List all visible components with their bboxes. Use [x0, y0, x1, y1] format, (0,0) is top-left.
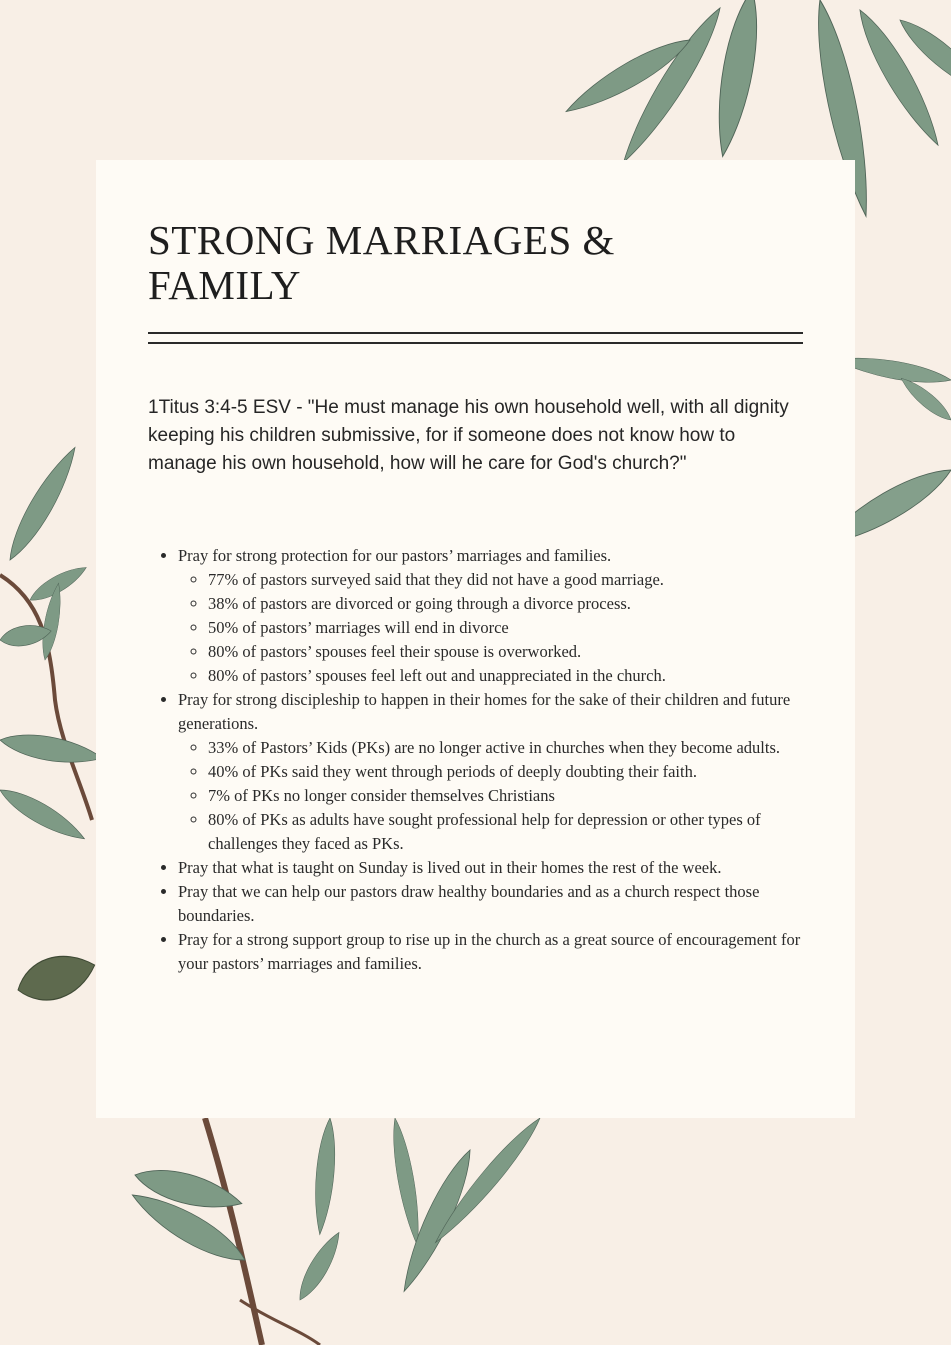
title-line-2: FAMILY: [148, 262, 302, 308]
list-item-text: Pray for strong discipleship to happen in their homes for the sake of their children and future generations.: [178, 690, 791, 733]
sub-list-item: ◦ 40% of PKs said they went through periods of deeply doubting their faith.: [208, 760, 828, 784]
sub-list-item: ◦ 80% of pastors’ spouses feel their spouse is overworked.: [208, 640, 828, 664]
list-item-text: Pray that we can help our pastors draw healthy boundaries and as a church respect those boundaries.: [178, 882, 760, 925]
scripture-verse: 1Titus 3:4-5 ESV - "He must manage his own household well, with all dignity keeping his children submissive, for if someone does not know how to manage his own household, how will he care for God's church?": [148, 397, 789, 474]
sub-list-item: ◦ 7% of PKs no longer consider themselves Christians: [208, 784, 828, 808]
sub-list: [178, 568, 828, 688]
sub-list-item: ◦ 33% of Pastors’ Kids (PKs) are no longer active in churches when they become adults.: [208, 736, 828, 760]
title-line-1: STRONG MARRIAGES &: [148, 217, 615, 263]
sub-list: [178, 736, 828, 856]
list-item-text: Pray for a strong support group to rise up in the church as a great source of encouragement for your pastors’ marriages and families.: [178, 930, 801, 973]
sub-list-item: ◦ 38% of pastors are divorced or going through a divorce process.: [208, 592, 828, 616]
list-item-text: Pray that what is taught on Sunday is lived out in their homes the rest of the week.: [178, 858, 722, 877]
list-item: [178, 928, 828, 976]
list-item: [178, 880, 828, 928]
page-title: [148, 218, 788, 308]
sub-list-item: ◦ 80% of PKs as adults have sought professional help for depression or other types of challenges they faced as PKs.: [208, 808, 828, 856]
list-item-text: Pray for strong protection for our pastors’ marriages and families.: [178, 546, 612, 565]
list-item: [178, 688, 828, 856]
sub-list-item: ◦ 80% of pastors’ spouses feel left out and unappreciated in the church.: [208, 664, 828, 688]
content-card: [96, 160, 855, 1118]
divider-line-bottom: [148, 342, 803, 344]
divider-line-top: [148, 332, 803, 334]
list-item: [178, 544, 828, 688]
sub-list-item: ◦ 77% of pastors surveyed said that they did not have a good marriage.: [208, 568, 828, 592]
leaves-left: [0, 442, 104, 1009]
list-item: [178, 856, 828, 880]
prayer-list: [148, 544, 828, 976]
sub-list-item: ◦ 50% of pastors’ marriages will end in divorce: [208, 616, 828, 640]
leaves-bottom: [126, 1112, 547, 1345]
